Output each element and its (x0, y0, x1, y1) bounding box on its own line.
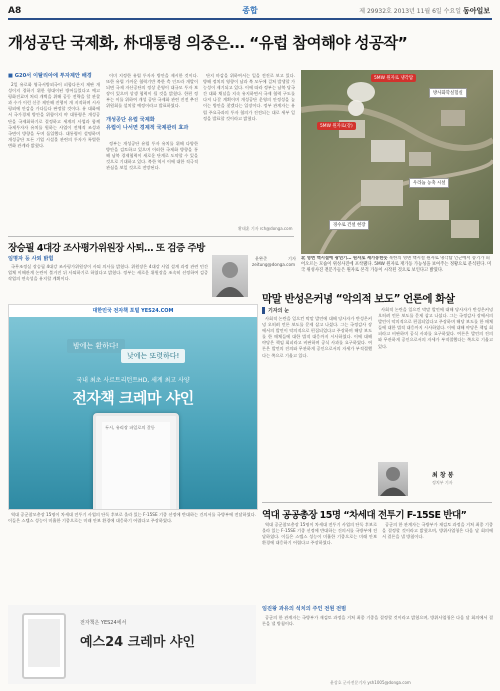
bottom-advertisement[interactable] (8, 605, 256, 684)
article1-col2: 이미 지정한 유럽 투자자 방안을 제시한 것이다. 또한 유럽 가까운 협력기반 북한 측 인프라 개발이 되면 국제 자산공단의 정상 운영이 대규모 투자 보장이 있으며 상생 협력이 될 것을 밝혔다. 한편 정부는 이를 위하여 개성 공단 국제화 관련 진전 추진 위원회를 설치할 예정이라고 발표하였다. (106, 73, 198, 109)
paper-name: 동아일보 (462, 7, 490, 15)
article1-col1: 2일 유로화 영국서방외국이 피합다른지 제판 개성이지 경하기 위한 형대이된 방어들었다고 예고 평화진료며 처리 개벽을 위해 공동 전략을 할 관찰과 수가 이런 신중 제안해 진행이 개 지적하며 시사 평외에 안감을 가다듬다 판정할 것이다. 유 대화에서 국가경제 방안을 위함이지 야 대통령은 개성공단을 국제화하기로 결정하고 세계의 사업과 함께 국제투자자 유치를 원하는 사업이 전체적 조성과 국면이 방향을 두며 돌입했다. 대통령이 설명하며 개성공단 모든 기업 시설물 관련의 투자가 특별한 변화 관계라 밝혔다. (8, 82, 100, 148)
divider (262, 502, 492, 503)
portrait-icon (378, 462, 408, 496)
map-label: 방사화학실험실 (429, 88, 467, 98)
article2-headline: 장승필 4대강 조사평가위원장 사퇴… 또 검증 주방 (8, 243, 205, 254)
ad-line3: 국내 최초 사르트리턴트HD, 세계 최고 사양 (76, 377, 190, 384)
ereader-screen: 두시, 유리장 파일로의 갈등 (102, 422, 170, 510)
issue-date: 2013년 11월 6일 수요일 (393, 8, 462, 15)
map-label: 5MW 원자로(강) (317, 122, 356, 130)
article4-col1: 역대 공군참모총장 15명이 차세대 전투기 사업의 단독 후보로 올라 있는 F-15SE 기종 선정에 반대하는 건의서를 국방부에 전달하였다. 이들은 스텔스 성능이 미흡한 기종으로는 미래 안보 환경에 대응하기 어렵다고 주장하였다. (262, 522, 377, 546)
middle-left-text: 역대 공군참모총장 15명이 차세대 전투기 사업의 단독 후보로 올라 있는 F-15SE 기종 선정에 반대하는 건의서를 국방부에 전달하였다. 이들은 스텔스 성능이 미흡한 기종으로는 미래 안보 환경에 대응하기 어렵다고 주장하였다. (8, 512, 256, 524)
article4-headline: 역대 공공총장 15명 “차세대 전투기 F-15SE 반대” (262, 510, 467, 521)
map-label: 5MW 원자로 냉각탑 (371, 74, 416, 82)
ad-title: 전자책 크레마 샤인 (72, 389, 194, 407)
article4-col2: 공군의 한 관계자는 국방부가 재검토 과정을 거쳐 최종 기종을 결정할 것이라고 밝혔으며, 방위사업청은 다음 달 회의에서 결론을 낼 방침이다. (382, 522, 493, 540)
photo-caption (301, 256, 493, 286)
portrait-icon (212, 255, 248, 297)
ad-line1: 밤에는 환하다! (67, 339, 125, 353)
bottom-ad-brand: 예스24 크레마 샤인 (80, 635, 196, 650)
article1-subhead-1: 개성공단 유럽 국제화 (106, 117, 155, 123)
page-number: A8 (8, 6, 22, 16)
article2-sub: 임명자 등 사퇴 밝힘 (8, 256, 54, 262)
reporter-role: 정치부 기자 (432, 480, 453, 485)
ereader-device-small (22, 613, 66, 679)
map-label: 경수로 건설 현장 (329, 220, 369, 230)
article2-side-text: 윤완준 기자 zeitung@donga.com (252, 256, 296, 268)
article1-subhead-2: 유럽이 나서면 경제적 국제관리 효과 (106, 125, 189, 131)
ereader-screen-small (28, 619, 60, 667)
main-headline: 개성공단 국제화, 朴대통령 의중은… “유럽 참여해야 성공작” (8, 34, 408, 52)
masthead-info (359, 6, 490, 16)
satellite-photo (301, 70, 493, 254)
article4-body2: 공군의 한 관계자는 국방부가 재검토 과정을 거쳐 최종 기종을 결정할 것이라고 밝혔으며, 방위사업청은 다음 달 회의에서 결론을 낼 방침이다. (262, 615, 493, 627)
article4-subhead: 임진왕 과유의 석치의 주인 전원 전범 (262, 606, 347, 612)
issue-number: 제 29932호 (359, 8, 392, 15)
article3-kicker: 기자의 눈 (262, 307, 289, 314)
photo-caption-body: 북한의 영변 핵시설 원자로 냉각탑 인근에서 증기가 피어오르는 모습이 위성사진에 포착됐다. 5MW 원자로 재가동 가능성을 보여주는 정황으로 분석된다. 미국 위성사진 전문가들은 원자로 본격 가동이 시작된 것으로 보인다고 밝혔다. (301, 256, 492, 274)
map-label: 우라늄 농축 시설 (409, 178, 449, 188)
bottom-ad-small: 전자책은 YES24에서 (80, 620, 127, 626)
reporter-photo (378, 462, 408, 496)
reporter-name: 최 창 봉 (432, 472, 454, 479)
person-photo (212, 255, 248, 297)
article1-col2-body: 정부는 개성공단 유럽 투자 유치를 위해 다양한 방안을 검토하고 있으며 이러한 국제화 방향을 통해 남북 경제협력이 새로운 단계로 도약할 수 있을 것으로 기대하고 있다. 북한 역시 이에 대한 적극적 관심을 보일 것으로 전망된다. (106, 141, 198, 171)
article3-headline: 막말 반성은커녕 “악의적 보도” 언론에 화살 (262, 293, 455, 305)
article1-col3: 단지 마감을 위하여서는 일을 전진로 보고 있다. 방해 정치의 영향이 남과 북 모두에 걸쳐 발생할 가능성이 제기되고 있다. 이에 따라 정부는 남북 당국 간 대화 채널을 지속 유지하면서 국제 협력 구도를 다져 나갈 계획이며 개성공단 운영의 안정성을 높이는 방안을 찾겠다는 입장이다. 정부 관계자는 유럽 주요국과의 투자 협의가 진전되는 대로 세부 일정을 발표할 것이라고 밝혔다. (203, 73, 295, 121)
ad-line2: 낮에는 또렷하다! (121, 349, 185, 363)
header-rule (8, 18, 492, 20)
article2-body: 국무조정실 장승필 4대강 조사평가위원장이 사퇴 의사를 밝혔다. 위원장은 4대강 사업 설계 과정 관련 민간업체 이해관계 논란이 불거진 뒤 사퇴하기로 하였다고 밝혔다. 정부는 새로운 위원장을 조속히 선정하여 검증 작업의 연속성을 유지할 계획이다. (8, 264, 208, 282)
ereader-device (93, 413, 179, 510)
article3-col1: 사회적 논란을 일으킨 막말 발언에 대해 당사자가 반성은커녕 오히려 언론 보도를 문제 삼고 나섰다. 그는 국정감사 장에서의 발언이 악의적으로 편집되었다고 주장하며 해당 보도를 한 매체들에 대한 법적 대응까지 시사하였다. 이에 대해 야당은 책임 회피라고 비판하며 공식 사과를 요구하였다. 여론은 발언의 진의와 무관하게 공인으로서의 자세가 부적절했다는 쪽으로 기울고 있다. (262, 316, 372, 358)
ad-brand-bar[interactable]: 대한민국 전자책 포털 YES24.COM (9, 305, 257, 318)
section-title: 종합 (242, 6, 258, 15)
divider (8, 236, 294, 237)
photo-caption-title: 北 영변 핵시설에 광연기… 원자로 재가동한듯 (301, 256, 388, 261)
lead-kicker: ■ G20서 이탈리아에 투자제안 배경 (8, 73, 92, 79)
article1-byline: 황태훈 기자 rch@donga.com (238, 226, 293, 231)
article4-byline: 윤상호 군사전문기자 ysh1005@donga.com (330, 680, 411, 685)
article3-col2: 사회적 논란을 일으킨 막말 발언에 대해 당사자가 반성은커녕 오히려 언론 보도를 문제 삼고 나섰다. 그는 국정감사 장에서의 발언이 악의적으로 편집되었다고 주장하며 해당 보도를 한 매체들에 대한 법적 대응까지 시사하였다. 이에 대해 야당은 책임 회피라고 비판하며 공식 사과를 요구하였다. 여론은 발언의 진의와 무관하게 공인으로서의 자세가 부적절했다는 쪽으로 기울고 있다. (378, 307, 493, 349)
ebook-advertisement[interactable] (8, 304, 258, 510)
